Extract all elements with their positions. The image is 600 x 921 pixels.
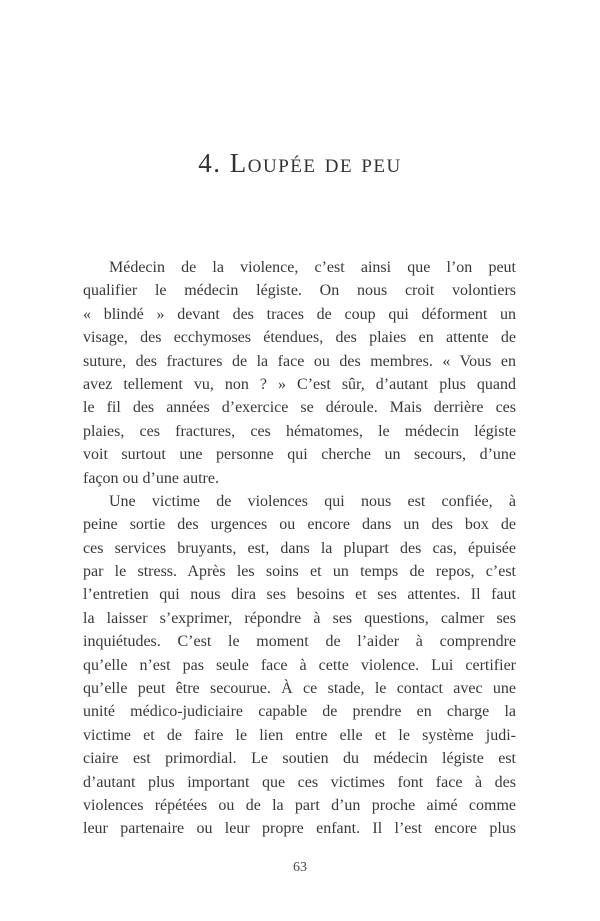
text-line: plaies, ces fractures, ces hématomes, le médecin légiste: [83, 422, 516, 440]
text-line: d’autant plus important que ces victimes font face à des: [83, 773, 516, 791]
text-line: voit surtout une personne qui cherche un secours, d’une: [83, 446, 516, 464]
text-line: façon ou d’une autre.: [83, 469, 219, 487]
text-line: suture, des fractures de la face ou des membres. « Vous en: [83, 352, 516, 370]
text-line: qu’elle peut être secourue. À ce stade, le contact avec une: [83, 680, 516, 698]
text-line: ces services bruyants, est, dans la plupart des cas, épuisée: [83, 539, 516, 557]
text-line: qualifier le médecin légiste. On nous croit volontiers: [83, 282, 516, 300]
text-line: avez tellement vu, non ? » C’est sûr, d’autant plus quand: [83, 375, 516, 393]
text-line: leur partenaire ou leur propre enfant. Il l’est encore plus: [83, 820, 516, 838]
text-line: violences répétées ou de la part d’un proche aimé comme: [83, 796, 516, 814]
text-line: l’entretien qui nous dira ses besoins et ses attentes. Il faut: [83, 586, 516, 604]
text-line: Une victime de violences qui nous est confiée, à: [109, 492, 516, 510]
page-number: 63: [293, 860, 307, 875]
text-line: par le stress. Après les soins et un temps de repos, c’est: [83, 563, 516, 581]
chapter-title: 4. Loupée de peu: [198, 148, 402, 178]
text-line: visage, des ecchymoses étendues, des plaies en attente de: [83, 329, 516, 347]
text-line: inquiétudes. C’est le moment de l’aider à comprendre: [83, 633, 516, 651]
text-line: unité médico-judiciaire capable de prendre en charge la: [83, 703, 516, 721]
text-line: qu’elle n’est pas seule face à cette violence. Lui certifier: [83, 656, 516, 674]
text-line: le fil des années d’exercice se déroule. Mais derrière ces: [83, 399, 516, 417]
text-line: la laisser s’exprimer, répondre à ses questions, calmer ses: [83, 609, 516, 627]
text-line: ciaire est primordial. Le soutien du médecin légiste est: [83, 750, 516, 768]
text-line: peine sortie des urgences ou encore dans un des box de: [83, 516, 516, 534]
text-line: victime et de faire le lien entre elle et le système judi-: [83, 726, 516, 744]
body-text: [83, 256, 516, 841]
text-line: Médecin de la violence, c’est ainsi que l’on peut: [109, 259, 516, 276]
text-line: « blindé » devant des traces de coup qui déforment un: [83, 305, 516, 323]
